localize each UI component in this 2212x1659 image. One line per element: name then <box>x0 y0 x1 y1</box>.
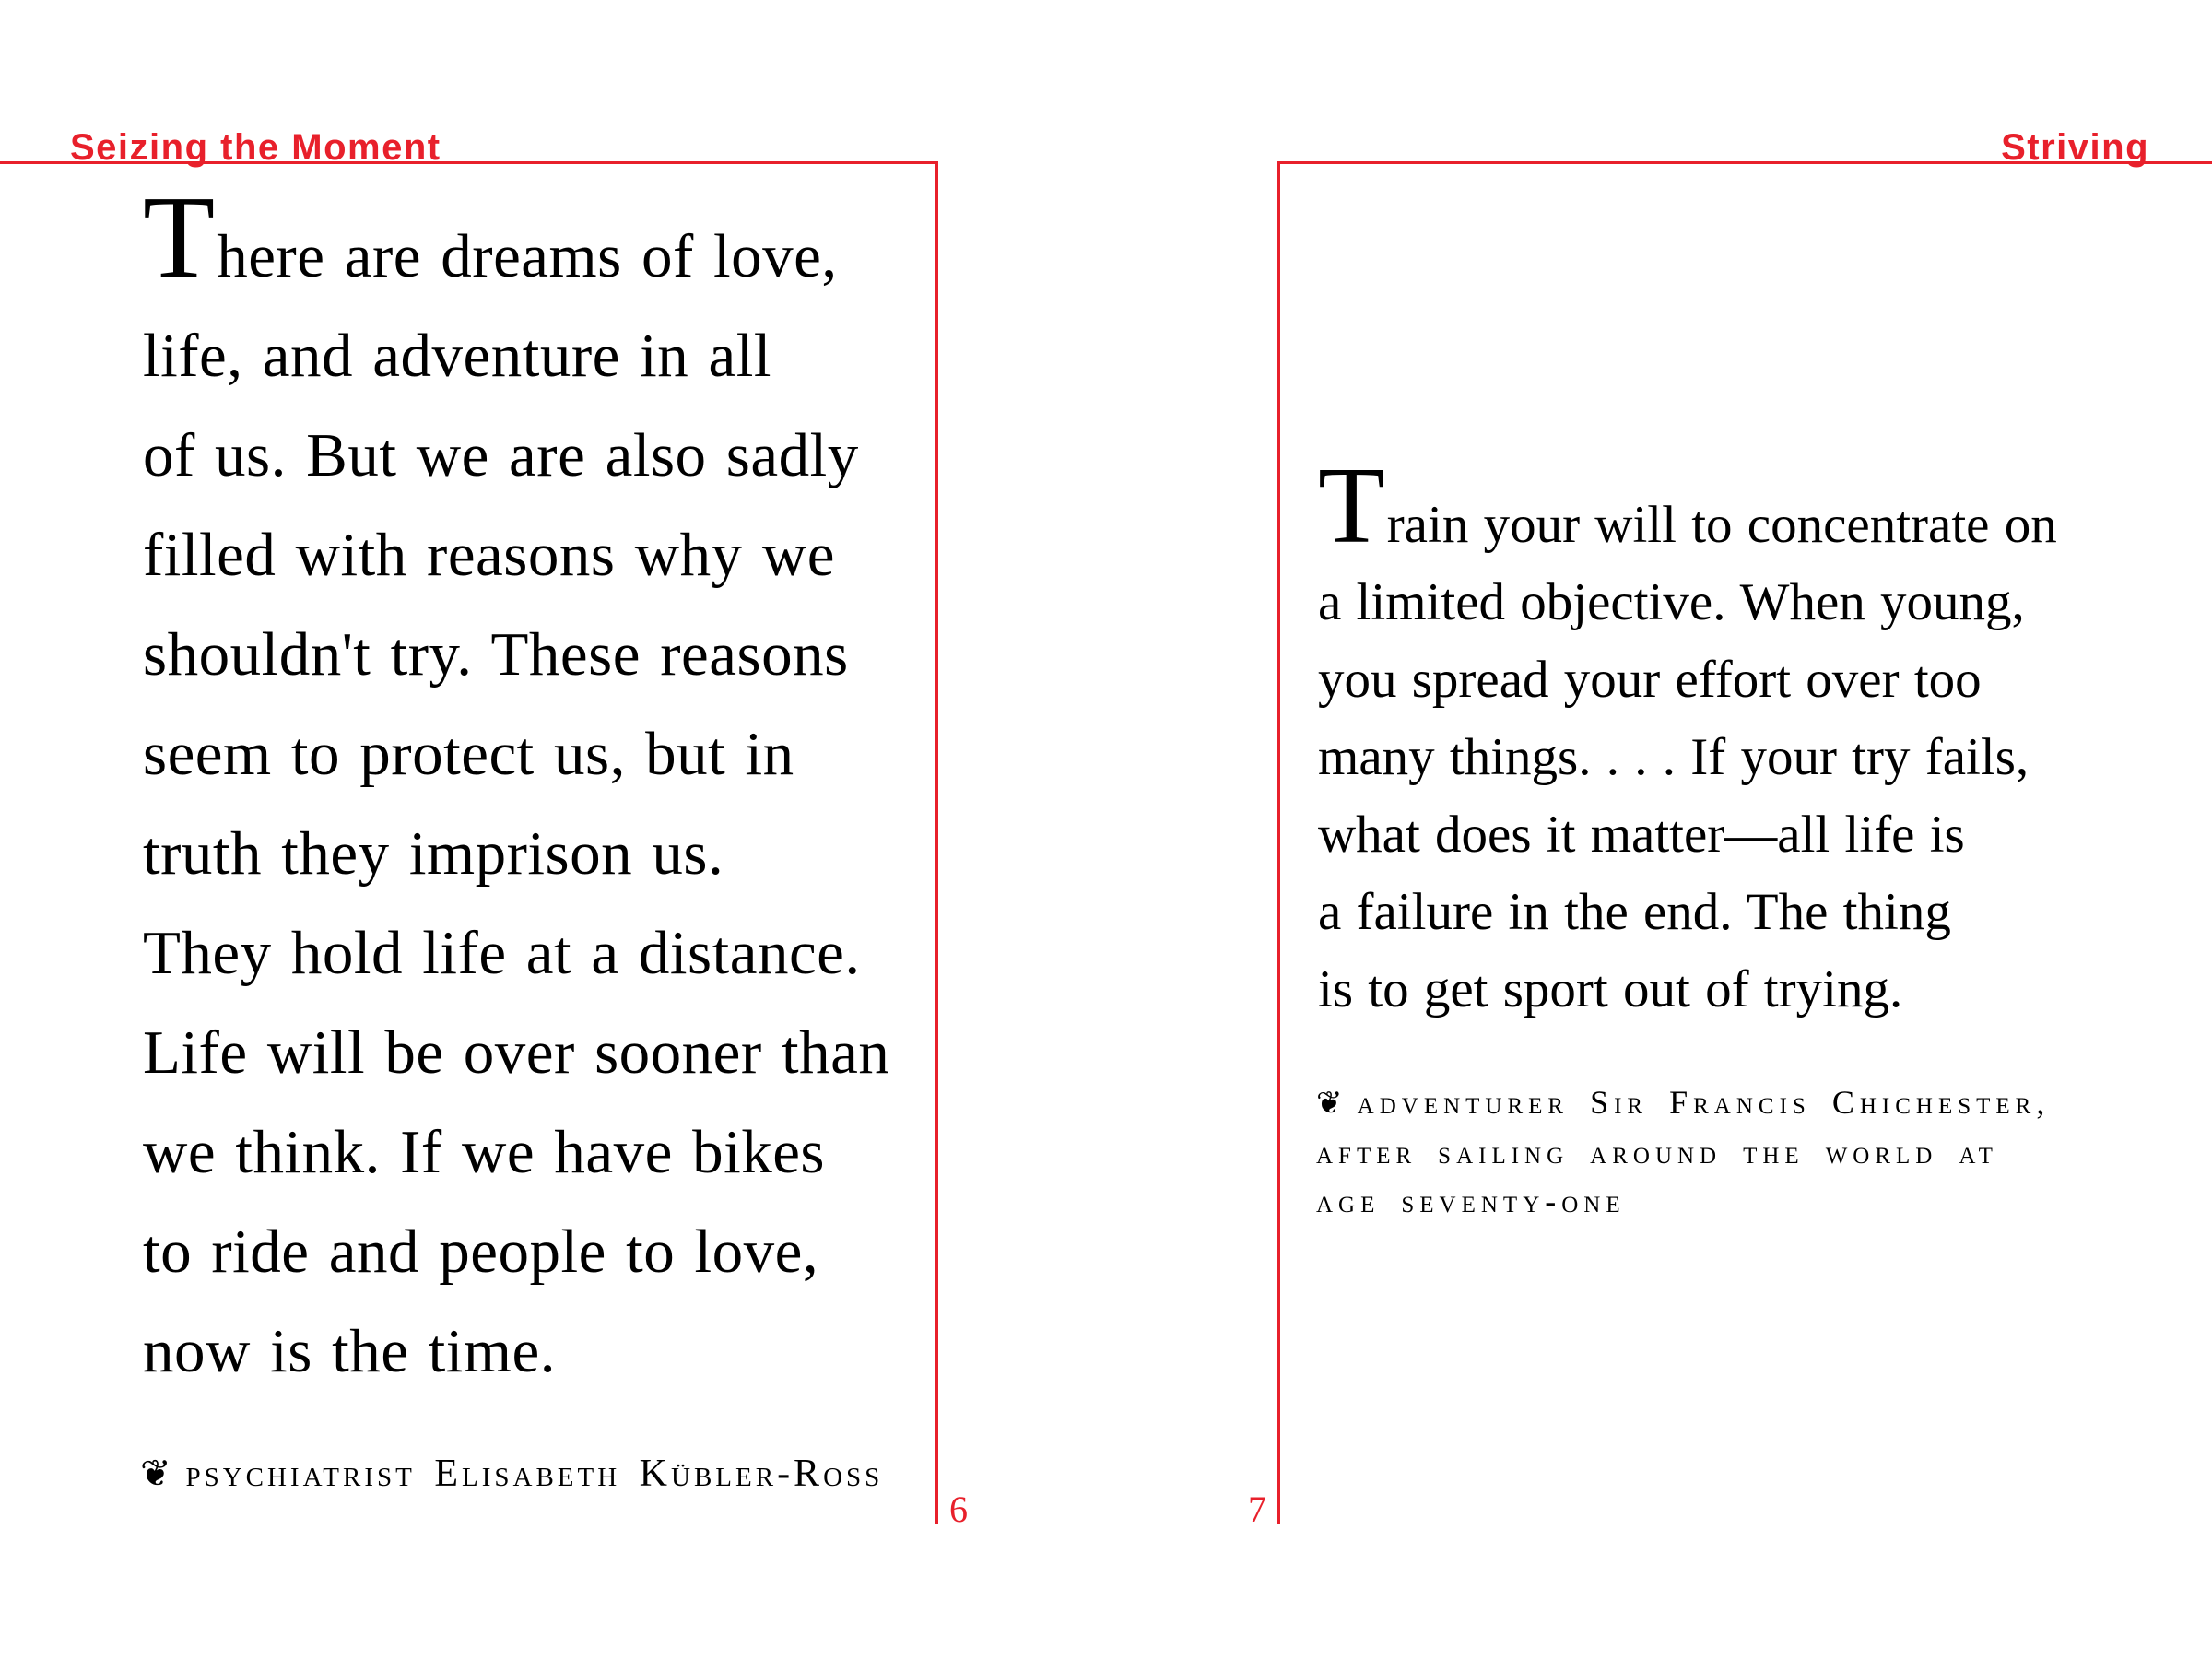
quote-line: many things. . . . If your try fails, <box>1318 728 2030 786</box>
drop-cap: T <box>1318 444 1387 566</box>
quote-line: They hold life at a distance. <box>143 919 861 987</box>
floral-heart-icon: ❦ <box>1316 1087 1343 1121</box>
drop-cap: T <box>143 171 218 302</box>
quote-line-text: rain your will to concentrate on <box>1386 496 2057 554</box>
attribution-text: adventurer Sir Francis Chichester, <box>1357 1084 2051 1121</box>
attribution-line <box>1316 1078 2050 1128</box>
quote-line <box>143 171 889 306</box>
quote-line: life, and adventure in all <box>143 322 771 390</box>
page-number-right: 7 <box>1248 1488 1266 1530</box>
attribution-text: psychiatrist Elisabeth Kübler-Ross <box>185 1453 884 1495</box>
quote-line: to ride and people to love, <box>143 1218 819 1286</box>
running-head-left: Seizing the Moment <box>70 127 441 168</box>
quote-line <box>1318 444 2057 566</box>
quote-line: we think. If we have bikes <box>143 1118 826 1186</box>
quote-line: of us. But we are also sadly <box>143 421 859 489</box>
floral-heart-icon: ❦ <box>140 1453 171 1494</box>
attribution-line: age seventy-one <box>1316 1182 1626 1219</box>
quote-line: seem to protect us, but in <box>143 720 794 788</box>
quote-line: truth they imprison us. <box>143 819 724 888</box>
gutter-rule-left <box>935 161 938 1524</box>
quote-line-text: here are dreams of love, <box>217 222 838 290</box>
quote-line: is to get sport out of trying. <box>1318 960 1903 1018</box>
attribution-left <box>140 1453 883 1494</box>
quote-line: Life will be over sooner than <box>143 1018 890 1087</box>
page-number-left: 6 <box>949 1488 968 1530</box>
quote-line: you spread your effort over too <box>1318 651 1982 709</box>
quote-line: shouldn't try. These reasons <box>143 620 849 688</box>
quote-line: a failure in the end. The thing <box>1318 883 1951 941</box>
quote-line: a limited objective. When young, <box>1318 573 2025 631</box>
attribution-line: after sailing around the world at <box>1316 1134 1998 1171</box>
quote-line: what does it matter—all life is <box>1318 806 1965 864</box>
quote-line: filled with reasons why we <box>143 521 835 589</box>
quote-line: now is the time. <box>143 1317 557 1385</box>
attribution-right <box>1316 1078 2050 1226</box>
running-head-right: Striving <box>2001 127 2149 168</box>
gutter-rule-right <box>1277 161 1280 1524</box>
quote-left <box>143 171 890 1401</box>
quote-right <box>1318 444 2057 1029</box>
